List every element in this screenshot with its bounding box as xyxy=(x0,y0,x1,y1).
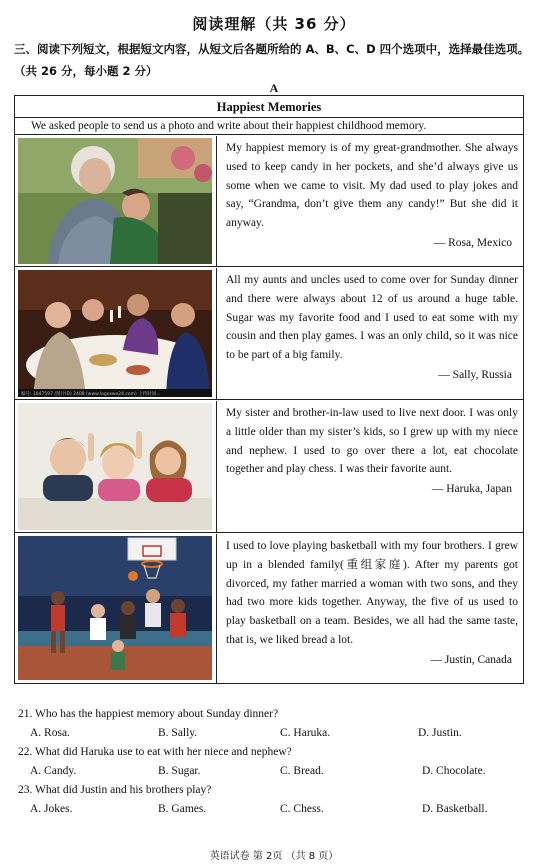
memory-row-sally xyxy=(15,268,523,400)
story-text-rosa: My happiest memory is of my great-grandmother. She always used to keep candy in her pockets, and she’d always give us some when we came to visit. My dad used to play jokes and say, “Grandma, don’t give them any candy!” But she did it anyway. xyxy=(226,142,518,230)
option-c[interactable]: C. Chess. xyxy=(280,803,324,815)
question-23: 23. What did Justin and his brothers play? xyxy=(18,784,212,796)
memory-row-haruka xyxy=(15,401,523,533)
questions-section xyxy=(18,705,533,819)
question-22: 22. What did Haruka use to eat with her niece and nephew? xyxy=(18,746,292,758)
option-b[interactable]: B. Games. xyxy=(158,803,207,815)
story-cell xyxy=(218,401,523,532)
photo-grandmother-child xyxy=(18,138,212,264)
signature-rosa: — Rosa, Mexico xyxy=(433,236,512,249)
question-21: 21. Who has the happiest memory about Sunday dinner? xyxy=(18,708,279,720)
question-22-options xyxy=(18,762,533,781)
section-instruction: 三、阅读下列短文，根据短文内容，从短文后各题所给的 A、B、C、D 四个选项中，选择最佳选项。（共 26 分，每小题 2 分） xyxy=(14,42,530,78)
photo-cell xyxy=(15,401,217,532)
option-d[interactable]: D. Chocolate. xyxy=(422,765,486,777)
photo-basketball-game xyxy=(18,536,212,681)
story-text-sally: All my aunts and uncles used to come over for Sunday dinner and there were always about 12 of us around a huge table. Sugar was my favorite food and I used to eat some with my cousin and then play games. I was an only child, so it was nice to be part of a big family. xyxy=(226,274,518,362)
question-21-options xyxy=(18,724,533,743)
signature-haruka: — Haruka, Japan xyxy=(431,483,512,496)
photo-cell xyxy=(15,268,217,399)
option-a[interactable]: A. Rosa. xyxy=(30,727,70,739)
story-text-justin: I used to love playing basketball with my four brothers. I grew up in a blended family(重组家庭). After my parents got divorced, my father married a woman with two sons, and they had two more kids together. Anyway, the five of us used to play basketball on a team. Besides, we all had the same taste, that is, we liked bread a lot. xyxy=(226,540,518,646)
question-23-options xyxy=(18,800,533,819)
story-cell xyxy=(218,534,523,683)
story-cell xyxy=(218,268,523,399)
option-c[interactable]: C. Haruka. xyxy=(280,727,331,739)
signature-sally: — Sally, Russia xyxy=(438,368,512,381)
passage-letter: A xyxy=(269,81,279,95)
option-a[interactable]: A. Candy. xyxy=(30,765,77,777)
memory-row-justin xyxy=(15,534,523,683)
memory-row-rosa xyxy=(15,136,523,267)
photo-three-children xyxy=(18,403,212,530)
photo-family-dinner xyxy=(18,270,212,397)
story-cell xyxy=(218,136,523,266)
option-b[interactable]: B. Sally. xyxy=(158,727,198,739)
story-text-haruka: My sister and brother-in-law used to live next door. I was only a little older than my sister’s kids, so I grew up with my niece and nephew. I used to go over there a lot, eat chocolate together and play chess. I was their favorite aunt. xyxy=(226,407,518,476)
option-a[interactable]: A. Jokes. xyxy=(30,803,73,815)
photo-watermark-caption: 编号: 1047597 (图片ID) 2408 (www.logoswe24.com) 上传时间... xyxy=(21,392,161,397)
option-b[interactable]: B. Sugar. xyxy=(158,765,201,777)
option-d[interactable]: D. Basketball. xyxy=(422,803,488,815)
page-footer: 英语试卷 第 2页 （共 8 页） xyxy=(209,851,339,862)
memories-table xyxy=(14,95,524,684)
photo-cell xyxy=(15,534,217,683)
photo-cell xyxy=(15,136,217,266)
option-c[interactable]: C. Bread. xyxy=(280,765,324,777)
option-d[interactable]: D. Justin. xyxy=(418,727,462,739)
signature-justin: — Justin, Canada xyxy=(430,653,512,666)
table-title: Happiest Memories xyxy=(15,96,523,118)
table-intro: We asked people to send us a photo and write about their happiest childhood memory. xyxy=(15,118,523,135)
page-title: 阅读理解（共 36 分） xyxy=(192,15,356,33)
